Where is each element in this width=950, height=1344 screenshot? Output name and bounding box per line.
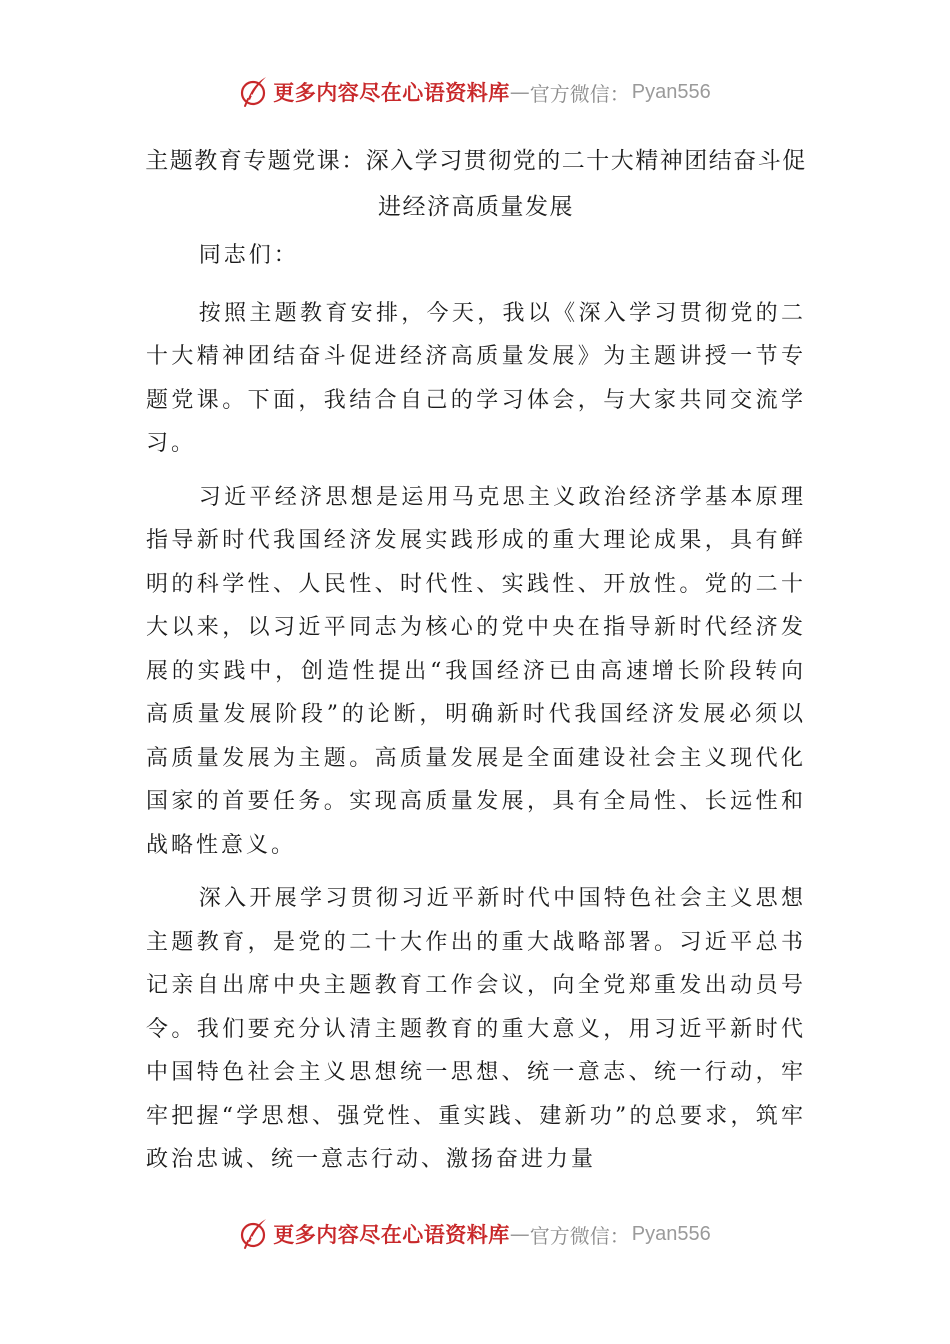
salutation: 同志们： [198,243,299,268]
paragraph: 深入开展学习贯彻习近平新时代中国特色社会主义思想主题教育，是党的二十大作出的重大战略部署。习近平总书记亲自出席中央主题教育工作会议，向全党郑重发出动员号令。我们要充分认清主题教育的重大意义，用习近平新时代中国特色社会主义思想统一思想、统一意志、统一行动，牢牢把握“学思想、强党性、重实践、建新功”的总要求，筑牢政治忠诚、统一意志行动、激扬奋进力量 [146,886,806,1172]
document-title: 主题教育专题党课：深入学习贯彻党的二十大精神团结奋斗促进经济高质量发展 [145,148,807,220]
document-body [146,138,806,1192]
banner-wechat-id: Pyan556 [631,1222,711,1245]
banner-wechat-label: 官方微信： [529,81,630,106]
banner-promo-text: 更多内容尽在心语资料库 [273,80,510,105]
banner-dash: — [509,80,530,104]
header-banner [0,70,950,114]
feather-pen-logo-icon [239,75,269,109]
paragraph: 习近平经济思想是运用马克思主义政治经济学基本原理指导新时代我国经济发展实践形成的重大理论成果，具有鲜明的科学性、人民性、时代性、实践性、开放性。党的二十大以来，以习近平同志为核心的党中央在指导新时代经济发展的实践中，创造性提出“我国经济已由高速增长阶段转向高质量发展阶段”的论断，明确新时代我国经济发展必须以高质量发展为主题。高质量发展是全面建设社会主义现代化国家的首要任务。实现高质量发展，具有全局性、长远性和战略性意义。 [146,484,806,858]
banner-dash: — [509,1222,530,1246]
banner-promo-text: 更多内容尽在心语资料库 [273,1222,510,1247]
banner-wechat-id: Pyan556 [631,80,711,103]
paragraph: 按照主题教育安排，今天，我以《深入学习贯彻党的二十大精神团结奋斗促进经济高质量发展》为主题讲授一节专题党课。下面，我结合自己的学习体会，与大家共同交流学习。 [146,300,806,456]
banner-wechat-label: 官方微信： [529,1223,630,1248]
feather-pen-logo-icon [239,1217,269,1251]
footer-banner [0,1212,950,1256]
